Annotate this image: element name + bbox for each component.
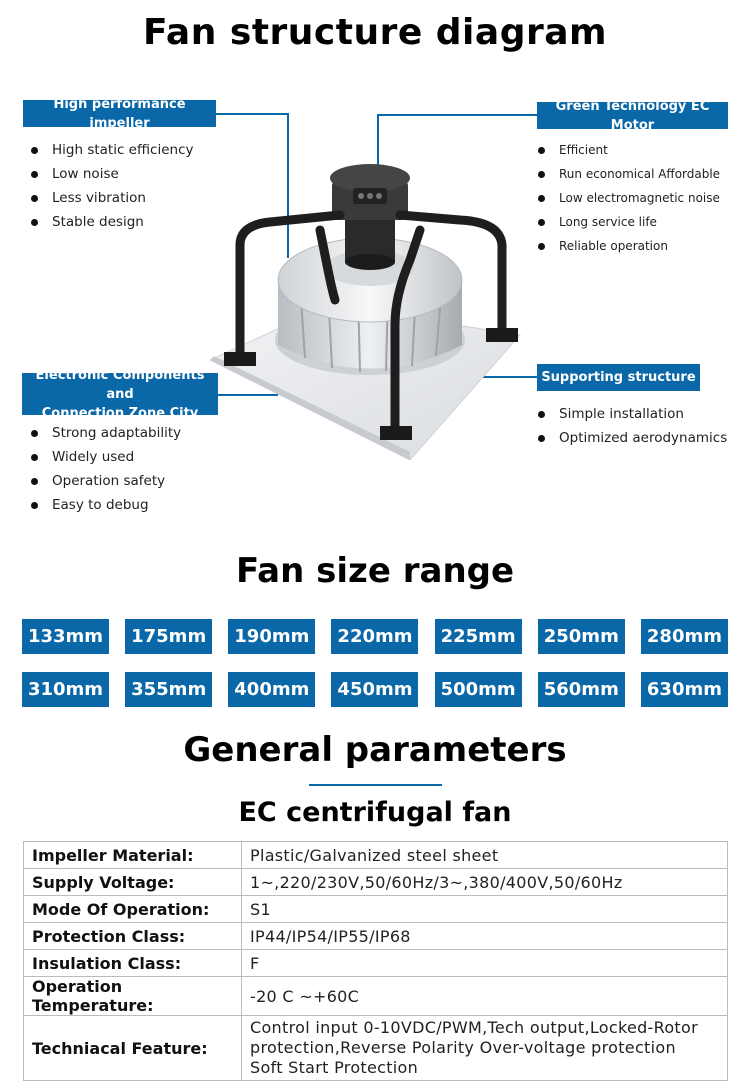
electronics-points <box>23 421 181 517</box>
list-item: Low noise <box>23 162 193 186</box>
list-item: Stable design <box>23 210 193 234</box>
table-row <box>24 923 728 950</box>
fan-illustration <box>210 130 540 460</box>
table-row <box>24 869 728 896</box>
param-key: Protection Class: <box>24 923 242 950</box>
param-key: Supply Voltage: <box>24 869 242 896</box>
electronics-label-line2: Connection Zone City <box>41 405 199 421</box>
param-value: Plastic/Galvanized steel sheet <box>242 842 728 869</box>
table-row <box>24 842 728 869</box>
param-value-line: Soft Start Protection <box>250 1058 419 1077</box>
motor-label-text: Green Technology EC Motor <box>555 98 710 133</box>
size-chip: 310mm <box>22 672 109 707</box>
title-underline <box>309 784 442 786</box>
foot <box>486 328 518 342</box>
motor-label <box>537 98 728 133</box>
size-chip: 190mm <box>228 619 315 654</box>
size-chip: 450mm <box>331 672 418 707</box>
impeller-label <box>23 96 216 131</box>
size-chip: 133mm <box>22 619 109 654</box>
list-item: Operation safety <box>23 469 181 493</box>
fan-type-title: EC centrifugal fan <box>238 797 512 828</box>
size-row-1 <box>22 619 728 654</box>
param-value: -20 C ~+60C <box>242 977 728 1016</box>
table-row <box>24 896 728 923</box>
impeller-label-text: High performance impeller <box>53 96 186 131</box>
motor-cap <box>330 164 410 192</box>
foot <box>380 426 412 440</box>
support-points <box>530 402 727 450</box>
list-item: Reliable operation <box>530 234 720 258</box>
table-row <box>24 977 728 1016</box>
size-chip: 250mm <box>538 619 625 654</box>
size-chip: 280mm <box>641 619 728 654</box>
param-value: 1~,220/230V,50/60Hz/3~,380/400V,50/60Hz <box>242 869 728 896</box>
structure-title: Fan structure diagram <box>142 12 608 53</box>
param-value: IP44/IP54/IP55/IP68 <box>242 923 728 950</box>
size-chip: 175mm <box>125 619 212 654</box>
support-label <box>537 364 700 391</box>
param-key: Techniacal Feature: <box>24 1016 242 1081</box>
size-row-2 <box>22 672 728 707</box>
param-value-line: protection,Reverse Polarity Over-voltage protection <box>250 1038 676 1057</box>
foot <box>224 352 256 366</box>
support-label-text: Supporting structure <box>541 370 696 385</box>
table-row <box>24 950 728 977</box>
list-item: Optimized aerodynamics <box>530 426 727 450</box>
list-item: Widely used <box>23 445 181 469</box>
impeller-points <box>23 138 193 234</box>
size-chip: 220mm <box>331 619 418 654</box>
size-chip: 500mm <box>435 672 522 707</box>
param-value: S1 <box>242 896 728 923</box>
param-value: F <box>242 950 728 977</box>
param-value-line: Control input 0-10VDC/PWM,Tech output,Locked-Rotor <box>250 1018 698 1037</box>
electronics-label-line1: Electronic Components and <box>35 367 205 402</box>
list-item: Run economical Affordable <box>530 162 720 186</box>
list-item: High static efficiency <box>23 138 193 162</box>
size-chip: 560mm <box>538 672 625 707</box>
list-item: Easy to debug <box>23 493 181 517</box>
list-item: Long service life <box>530 210 720 234</box>
general-parameters-title: General parameters <box>183 730 567 770</box>
list-item: Simple installation <box>530 402 727 426</box>
size-chip: 630mm <box>641 672 728 707</box>
param-key: Mode Of Operation: <box>24 896 242 923</box>
parameters-table <box>23 841 728 1081</box>
size-chip: 400mm <box>228 672 315 707</box>
param-key: Insulation Class: <box>24 950 242 977</box>
list-item: Low electromagnetic noise <box>530 186 720 210</box>
list-item: Less vibration <box>23 186 193 210</box>
list-item: Strong adaptability <box>23 421 181 445</box>
list-item: Efficient <box>530 138 720 162</box>
motor-points <box>530 138 720 258</box>
size-chip: 225mm <box>435 619 522 654</box>
size-chip: 355mm <box>125 672 212 707</box>
param-key: Operation Temperature: <box>24 977 242 1016</box>
impeller-connector <box>216 113 289 115</box>
size-range-title: Fan size range <box>235 551 515 591</box>
electronics-label <box>22 367 218 421</box>
table-row <box>24 1016 728 1081</box>
param-value <box>242 1016 728 1081</box>
param-key: Impeller Material: <box>24 842 242 869</box>
motor-connector <box>377 114 537 116</box>
